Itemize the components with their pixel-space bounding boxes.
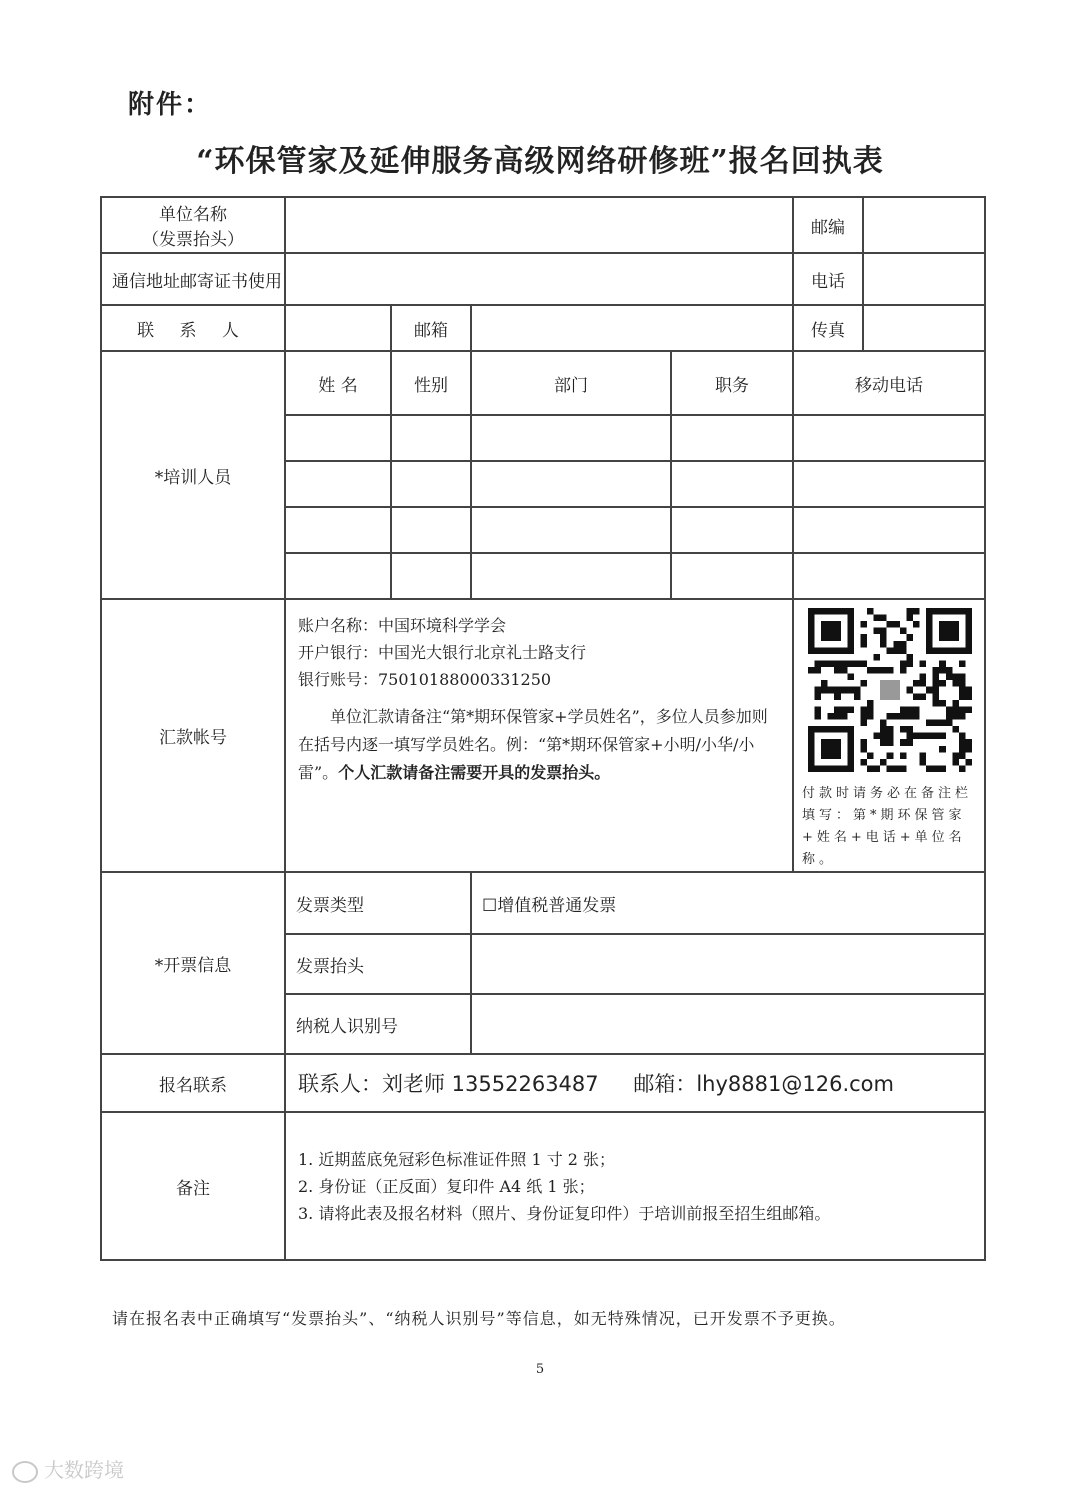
remark-item: 3. 请将此表及报名材料（照片、身份证复印件）于培训前报至招生组邮箱。	[298, 1203, 831, 1223]
taxpayer-id-label: 纳税人识别号	[285, 994, 471, 1054]
mail-address-label: 通信地址邮寄证书使用	[101, 253, 285, 305]
trainees-label: *培训人员	[101, 351, 285, 599]
remark-item: 2. 身份证（正反面）复印件 A4 纸 1 张；	[298, 1176, 595, 1196]
trainee-position-cell[interactable]	[671, 507, 793, 553]
trainee-mobile-cell[interactable]	[793, 553, 985, 599]
column-header-position: 职务	[671, 351, 793, 415]
trainee-department-cell[interactable]	[471, 461, 671, 507]
trainee-name-cell[interactable]	[285, 553, 391, 599]
remark-item: 1. 近期蓝底免冠彩色标准证件照 1 寸 2 张；	[298, 1149, 616, 1169]
invoice-type-checkbox[interactable]: ☐增值税普通发票	[471, 872, 985, 934]
trainee-position-cell[interactable]	[671, 553, 793, 599]
trainee-position-cell[interactable]	[671, 415, 793, 461]
mail-address-field[interactable]	[285, 253, 793, 305]
bank-details	[285, 599, 793, 872]
trainee-gender-cell[interactable]	[391, 461, 471, 507]
remarks-list	[285, 1112, 985, 1260]
fax-field[interactable]	[863, 305, 985, 351]
email-field[interactable]	[471, 305, 793, 351]
trainee-mobile-cell[interactable]	[793, 415, 985, 461]
invoice-title-label: 发票抬头	[285, 934, 471, 994]
phone-field[interactable]	[863, 253, 985, 305]
taxpayer-id-field[interactable]	[471, 994, 985, 1054]
form-title: “环保管家及延伸服务高级网络研修班”报名回执表	[196, 144, 884, 179]
watermark	[12, 1454, 124, 1483]
invoice-title-field[interactable]	[471, 934, 985, 994]
trainee-name-cell[interactable]	[285, 415, 391, 461]
contact-person-field[interactable]	[285, 305, 391, 351]
contact-person-label: 联 系 人	[101, 305, 285, 351]
fax-label: 传真	[793, 305, 863, 351]
page-number: 5	[535, 1362, 545, 1377]
account-number: 银行账号：75010188000331250	[298, 670, 552, 689]
signup-contact-info	[285, 1054, 985, 1112]
bank-name: 开户银行：中国光大银行北京礼士路支行	[298, 643, 587, 662]
watermark-logo-icon	[12, 1461, 38, 1483]
company-name-label: 单位名称 （发票抬头）	[101, 197, 285, 253]
trainee-department-cell[interactable]	[471, 415, 671, 461]
trainee-gender-cell[interactable]	[391, 553, 471, 599]
contact-person-phone: 联系人：刘老师 13552263487	[298, 1072, 599, 1096]
phone-label: 电话	[793, 253, 863, 305]
watermark-text: 大数跨境	[44, 1458, 124, 1482]
column-header-gender: 性别	[391, 351, 471, 415]
contact-email: 邮箱：lhy8881@126.com	[633, 1072, 894, 1096]
trainee-department-cell[interactable]	[471, 553, 671, 599]
signup-contact-label: 报名联系	[101, 1054, 285, 1112]
invoice-type-label: 发票类型	[285, 872, 471, 934]
trainee-department-cell[interactable]	[471, 507, 671, 553]
zip-field[interactable]	[863, 197, 985, 253]
company-name-field[interactable]	[285, 197, 793, 253]
trainee-gender-cell[interactable]	[391, 507, 471, 553]
attachment-label: 附件：	[128, 90, 213, 120]
remittance-note-bold: 个人汇款请备注需要开具的发票抬头。	[338, 763, 611, 782]
bank-account-label: 汇款帐号	[101, 599, 285, 872]
trainee-mobile-cell[interactable]	[793, 461, 985, 507]
column-header-department: 部门	[471, 351, 671, 415]
account-name: 账户名称：中国环境科学学会	[298, 616, 507, 635]
remarks-label: 备注	[101, 1112, 285, 1260]
trainee-position-cell[interactable]	[671, 461, 793, 507]
column-header-mobile: 移动电话	[793, 351, 985, 415]
column-header-name: 姓 名	[285, 351, 391, 415]
qr-code-cell	[793, 599, 985, 872]
remittance-note: 单位汇款请备注“第*期环保管家+学员姓名”，多位人员参加则在括号内逐一填写学员姓名。例：“第*期环保管家+小明/小华/小雷”。个人汇款请备注需要开具的发票抬头。	[298, 707, 768, 782]
trainee-gender-cell[interactable]	[391, 415, 471, 461]
payment-qr-code	[802, 608, 978, 772]
qr-caption: 付款时请务必在备注栏填写：第*期环保管家+姓名+电话+单位名称。	[802, 786, 973, 867]
registration-form	[100, 196, 986, 1261]
trainee-name-cell[interactable]	[285, 461, 391, 507]
zip-label: 邮编	[793, 197, 863, 253]
invoice-info-label: *开票信息	[101, 872, 285, 1054]
trainee-mobile-cell[interactable]	[793, 507, 985, 553]
trainee-name-cell[interactable]	[285, 507, 391, 553]
footnote: 请在报名表中正确填写“发票抬头”、“纳税人识别号”等信息，如无特殊情况，已开发票不予更换。	[112, 1309, 846, 1328]
email-label: 邮箱	[391, 305, 471, 351]
